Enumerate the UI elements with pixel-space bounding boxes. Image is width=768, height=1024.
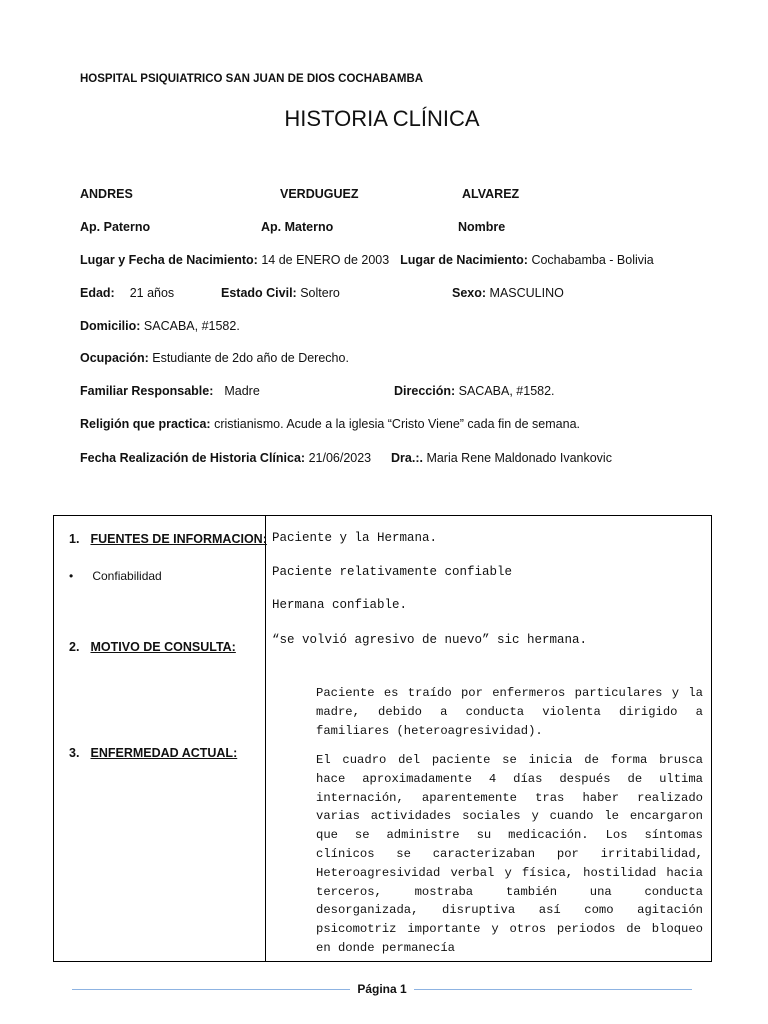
doctor-label: Dra.:.: [391, 451, 423, 465]
table-row: [54, 516, 712, 962]
birth-row: [80, 252, 654, 268]
address-value: SACABA, #1582.: [143, 319, 240, 333]
civil-status-value: Soltero: [300, 286, 340, 300]
age-label: Edad:: [80, 286, 115, 300]
ap-materno-label: Ap. Materno: [261, 220, 334, 234]
record-date-field: [80, 450, 371, 466]
direction-field: [394, 383, 555, 399]
sex-label: Sexo:: [452, 286, 487, 300]
sex-field: [452, 285, 564, 301]
responsible-family-label: Familiar Responsable:: [80, 384, 214, 398]
page-title: HISTORIA CLÍNICA: [284, 106, 480, 131]
section-content-column: [266, 516, 712, 962]
direction-value: SACABA, #1582.: [458, 384, 555, 398]
religion-label: Religión que practica:: [80, 417, 211, 431]
section-title: FUENTES DE INFORMACION:: [90, 532, 267, 546]
civil-status-field: [221, 285, 340, 301]
age-value: 21 años: [129, 286, 175, 300]
religion-field: [80, 416, 580, 432]
section-title: MOTIVO DE CONSULTA:: [90, 640, 236, 654]
responsible-family-field: [80, 383, 260, 399]
occupation-field: [80, 350, 349, 366]
ap-paterno-label: Ap. Paterno: [80, 220, 151, 234]
nombre-label: Nombre: [458, 220, 506, 234]
record-date-label: Fecha Realización de Historia Clínica:: [80, 451, 306, 465]
doctor-value: Maria Rene Maldonado Ivankovic: [426, 451, 612, 465]
ap-materno-value: VERDUGUEZ: [280, 187, 359, 201]
section-labels-column: [54, 516, 266, 962]
sources-text: Paciente y la Hermana.: [272, 531, 438, 545]
address-label: Domicilio:: [80, 319, 141, 333]
section-title: Confiabilidad: [92, 569, 162, 583]
responsible-family-value: Madre: [224, 384, 260, 398]
section-number: 2.: [69, 640, 80, 654]
birthplace-value: Cochabamba - Bolivia: [531, 253, 654, 267]
consultation-reason-text: “se volvió agresivo de nuevo” sic hermana.: [272, 633, 588, 647]
address-field: [80, 318, 240, 334]
ap-paterno-value: ANDRES: [80, 187, 133, 201]
footer-divider-right: [414, 989, 692, 990]
section-reliability: [69, 569, 162, 583]
religion-value: cristianismo. Acude a la iglesia “Cristo Viene” cada fin de semana.: [214, 417, 581, 431]
section-current-illness: [69, 746, 237, 760]
patient-reliability-text: Paciente relativamente confiable: [272, 565, 513, 579]
footer-divider-left: [72, 989, 350, 990]
section-title: ENFERMEDAD ACTUAL:: [90, 746, 238, 760]
direction-label: Dirección:: [394, 384, 456, 398]
doctor-field: [391, 450, 612, 466]
section-number: 1.: [69, 532, 80, 546]
record-date-value: 21/06/2023: [308, 451, 372, 465]
nombre-value: ALVAREZ: [462, 187, 520, 201]
illness-paragraph-2: El cuadro del paciente se inicia de forma brusca hace aproximadamente 4 días después de ultima internación, aparentemente tras haber realizado varias actividades sociales y cuando le encargaron que se administre su medicación. Los síntomas clínicos se caracterizaban por irritabilidad, Heteroagresividad verbal y física, hostilidad hacia terceros, mostraba también una conducta desorganizada, disruptiva así como agitación psicomotriz importante y otros periodos de bloqueo en donde permanecía: [316, 753, 703, 955]
illness-paragraph-1: Paciente es traído por enfermeros particulares y la madre, debido a conducta violenta dirigido a familiares (heteroagresividad).: [316, 686, 703, 738]
occupation-value: Estudiante de 2do año de Derecho.: [152, 351, 349, 365]
occupation-label: Ocupación:: [80, 351, 149, 365]
clinical-history-table: [53, 515, 712, 962]
birth-date-label: Lugar y Fecha de Nacimiento:: [80, 253, 258, 267]
birthplace-label: Lugar de Nacimiento:: [400, 253, 528, 267]
sister-reliability-text: Hermana confiable.: [272, 598, 408, 612]
civil-status-label: Estado Civil:: [221, 286, 297, 300]
page-number: Página 1: [357, 982, 407, 996]
sex-value: MASCULINO: [489, 286, 564, 300]
birth-date-value: 14 de ENERO de 2003: [261, 253, 390, 267]
bullet-icon: •: [69, 569, 74, 583]
hospital-name: HOSPITAL PSIQUIATRICO SAN JUAN DE DIOS COCHABAMBA: [80, 73, 424, 85]
section-number: 3.: [69, 746, 80, 760]
age-field: [80, 285, 174, 301]
section-sources: [69, 532, 267, 546]
section-consultation-reason: [69, 640, 236, 654]
